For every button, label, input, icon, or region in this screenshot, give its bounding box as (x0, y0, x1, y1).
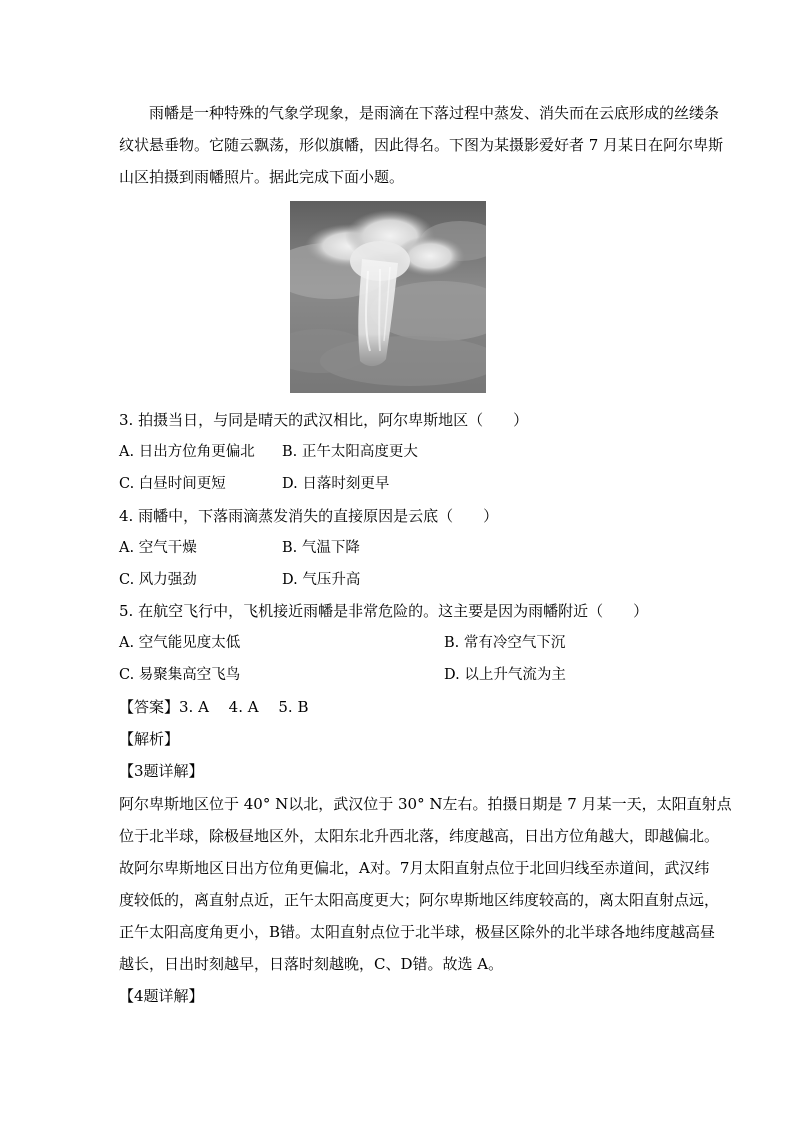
intro-line-1: 雨幡是一种特殊的气象学现象，是雨滴在下落过程中蒸发、消失而在云底形成的丝缕条 (149, 104, 720, 122)
q3-detail-line: 度较低的，离直射点近，正午太阳高度更大；阿尔卑斯地区纬度较高的，离太阳直射点远， (119, 891, 720, 909)
intro-line-3: 山区拍摄到雨幡照片。据此完成下面小题。 (119, 168, 405, 186)
q3-detail-line: 位于北半球，除极昼地区外，太阳东北升西北落，纬度越高，日出方位角越大，即越偏北。 (119, 827, 720, 845)
q5-option-c: C. 易聚集高空飞鸟 (119, 667, 241, 683)
q4-option-a: A. 空气干燥 (119, 540, 197, 556)
q3-option-d: D. 日落时刻更早 (282, 476, 390, 492)
q5-option-d: D. 以上升气流为主 (444, 667, 566, 683)
virga-photo (290, 201, 486, 393)
q3-stem: 3. 拍摄当日，与同是晴天的武汉相比，阿尔卑斯地区（ ） (119, 411, 529, 429)
intro-line-2: 纹状悬垂物。它随云飘荡，形似旗幡，因此得名。下图为某摄影爱好者 7 月某日在阿尔卑斯 (119, 136, 724, 154)
q3-option-b: B. 正午太阳高度更大 (282, 444, 418, 460)
q4-detail-heading: 【4题详解】 (119, 987, 204, 1005)
q3-detail-line: 阿尔卑斯地区位于 40° N以北，武汉位于 30° N左右。拍摄日期是 7 月某一天，太阳直射点 (119, 795, 732, 813)
q3-detail-heading: 【3题详解】 (119, 762, 204, 780)
q3-detail-line: 越长，日出时刻越早，日落时刻越晚，C、D错。故选 A。 (119, 955, 504, 973)
q5-stem: 5. 在航空飞行中，飞机接近雨幡是非常危险的。这主要是因为雨幡附近（ ） (119, 602, 649, 620)
q3-detail-line: 正午太阳高度角更小，B错。太阳直射点位于北半球，极昼区除外的北半球各地纬度越高昼 (119, 923, 716, 941)
q3-option-a: A. 日出方位角更偏北 (119, 444, 255, 460)
q5-option-a: A. 空气能见度太低 (119, 635, 241, 651)
q4-option-d: D. 气压升高 (282, 572, 361, 588)
q4-stem: 4. 雨幡中，下落雨滴蒸发消失的直接原因是云底（ ） (119, 507, 499, 525)
q3-option-c: C. 白昼时间更短 (119, 476, 226, 492)
q4-option-c: C. 风力强劲 (119, 572, 197, 588)
q5-option-b: B. 常有冷空气下沉 (444, 635, 566, 651)
answer-line: 【答案】3. A 4. A 5. B (119, 698, 309, 716)
q4-option-b: B. 气温下降 (282, 540, 360, 556)
analysis-label: 【解析】 (119, 730, 180, 748)
q3-detail-line: 故阿尔卑斯地区日出方位角更偏北，A对。7月太阳直射点位于北回归线至赤道间，武汉纬 (119, 859, 710, 877)
